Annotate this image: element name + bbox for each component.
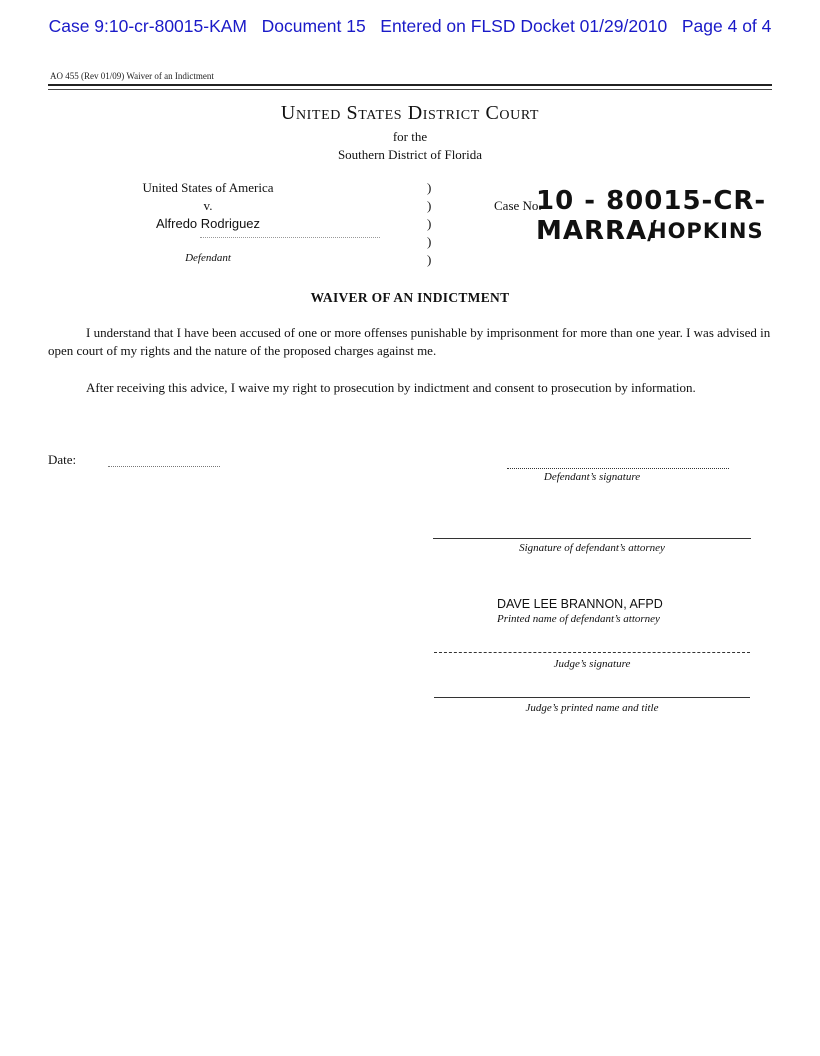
- caption-paren: ): [427, 234, 432, 249]
- defendant-signature-line[interactable]: [507, 468, 729, 469]
- case-number-handwritten: 10 - 80015-CR- MARRA/: [536, 186, 767, 246]
- stamp-page: Page 4 of 4: [681, 16, 772, 36]
- attorney-signature-line[interactable]: [433, 538, 751, 539]
- judge-name-line[interactable]: [434, 697, 750, 698]
- caption-paren: ): [427, 180, 432, 195]
- judge-signature-line[interactable]: [434, 652, 750, 653]
- form-id: AO 455 (Rev 01/09) Waiver of an Indictment: [50, 71, 214, 81]
- caption-paren: ): [427, 252, 432, 267]
- court-district: Southern District of Florida: [337, 147, 483, 162]
- date-field[interactable]: [108, 466, 220, 467]
- waiver-paragraph-1: I understand that I have been accused of one or more offenses punishable by imprisonment for more than one year. I was advised in open court of my rights and the nature of the proposed charges against me.: [48, 325, 771, 358]
- attorney-signature-label: Signature of defendant’s attorney: [519, 542, 665, 554]
- docket-stamp: [0, 16, 820, 37]
- caption-paren: ): [427, 216, 432, 231]
- stamp-document: Document 15: [261, 16, 366, 36]
- judge-signature-label: Judge’s signature: [553, 658, 631, 670]
- attorney-printed-name: DAVE LEE BRANNON, AFPD: [497, 597, 663, 611]
- date-label: Date:: [48, 452, 77, 467]
- court-title: United States District Court: [280, 102, 540, 124]
- header-rule: [48, 84, 772, 86]
- stamp-entered: Entered on FLSD Docket 01/29/2010: [380, 16, 668, 36]
- versus: v.: [203, 198, 213, 213]
- defendant-name: Alfredo Rodriguez: [155, 216, 261, 231]
- stamp-case: Case 9:10-cr-80015-KAM: [48, 16, 247, 36]
- defendant-label: Defendant: [185, 252, 231, 264]
- defendant-dotted-line: [200, 237, 380, 238]
- header-rule-thin: [48, 89, 772, 90]
- court-for: for the: [392, 129, 428, 144]
- defendant-signature-label: Defendant’s signature: [543, 471, 641, 483]
- plaintiff-name: United States of America: [142, 180, 274, 195]
- case-number-handwritten-judges: HOPKINS: [649, 219, 764, 243]
- case-number-label: Case No.: [494, 198, 542, 213]
- caption-paren: ): [427, 198, 432, 213]
- document-heading: WAIVER OF AN INDICTMENT: [310, 290, 510, 305]
- judge-name-label: Judge’s printed name and title: [525, 702, 659, 714]
- attorney-printed-name-label: Printed name of defendant’s attorney: [497, 613, 660, 625]
- waiver-paragraph-2: After receiving this advice, I waive my right to prosecution by indictment and consent to prosecution by information.: [86, 380, 696, 395]
